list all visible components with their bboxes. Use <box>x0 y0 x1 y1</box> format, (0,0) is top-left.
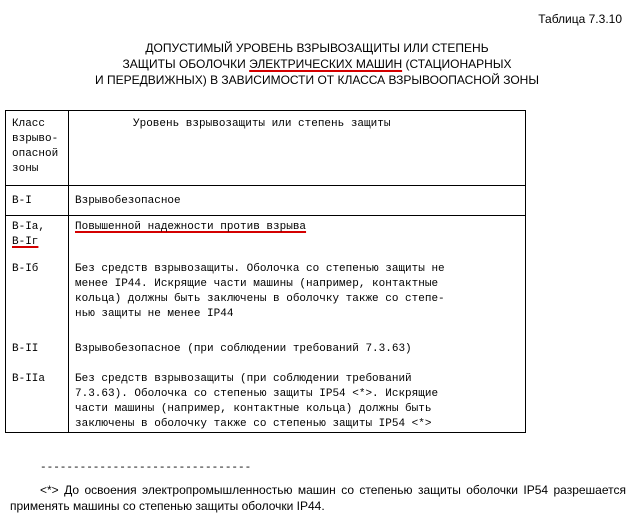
protection-text: Взрывобезопасное (при соблюдении требований 7.3.63) <box>75 342 412 355</box>
zone-cell <box>6 364 69 433</box>
zone-text: В-Iб <box>12 262 39 275</box>
title-line-2 <box>0 56 634 72</box>
footnote-separator: -------------------------------- <box>40 462 252 474</box>
title-line-3: И ПЕРЕДВИЖНЫХ) В ЗАВИСИМОСТИ ОТ КЛАССА ВЗРЫВООПАСНОЙ ЗОНЫ <box>95 73 539 87</box>
protection-text: Без средств взрывозащиты. Оболочка со степенью защиты не менее IP44. Искрящие части машины (например, контактные кольца) должны быть заключены в оболочку также со степе- нью защиты не менее IP44 <box>75 262 445 320</box>
zone-text: В-Iа, <box>12 221 46 233</box>
protection-cell <box>69 364 526 433</box>
protection-cell <box>69 334 526 364</box>
table-row <box>6 364 526 433</box>
zone-cell <box>6 186 69 216</box>
header-protection-level-text: Уровень взрывозащиты или степень защиты <box>133 118 391 130</box>
protection-table <box>5 110 526 433</box>
title-line-1: ДОПУСТИМЫЙ УРОВЕНЬ ВЗРЫВОЗАЩИТЫ ИЛИ СТЕПЕНЬ <box>145 41 489 55</box>
table-title <box>0 40 634 88</box>
table-row <box>6 186 526 216</box>
zone-text: В-IIа <box>12 372 46 385</box>
protection-cell <box>69 216 526 254</box>
zone-text-highlighted: В-Iг <box>12 236 39 248</box>
header-row <box>6 111 526 186</box>
title-highlight-electric-machines: ЭЛЕКТРИЧЕСКИХ МАШИН <box>249 57 403 71</box>
zone-cell <box>6 216 69 254</box>
protection-cell <box>69 254 526 334</box>
zone-cell <box>6 334 69 364</box>
zone-cell <box>6 254 69 334</box>
header-protection-level <box>69 111 526 186</box>
protection-text: Без средств взрывозащиты (при соблюдении требований 7.3.63). Оболочка со степенью защиты IP54 <*>. Искрящие части машины (например, контактные кольца) должны быть заключены в оболочку также со степенью защиты IP54 <*> <box>75 372 439 430</box>
table-number: Таблица 7.3.10 <box>538 12 622 26</box>
table-row <box>6 334 526 364</box>
table-row <box>6 216 526 254</box>
header-zone-class-text: Класс взрыво- опасной зоны <box>12 118 59 175</box>
protection-text: Взрывобезопасное <box>75 195 181 207</box>
protection-text-highlighted: Повышенной надежности против взрыва <box>75 221 307 233</box>
zone-text-group <box>6 216 68 250</box>
footnote: <*> До освоения электропромышленностью машин со степенью защиты оболочки IP54 разрешается применять машины со степенью защиты оболочки IP44. <box>10 483 626 513</box>
table-row <box>6 254 526 334</box>
title-line-2-part-1: ЗАЩИТЫ ОБОЛОЧКИ <box>122 57 250 71</box>
title-line-2-part-3: (СТАЦИОНАРНЫХ <box>402 57 512 71</box>
zone-text: В-II <box>12 342 39 355</box>
zone-text: В-I <box>12 195 32 207</box>
protection-cell <box>69 186 526 216</box>
header-zone-class <box>6 111 69 186</box>
